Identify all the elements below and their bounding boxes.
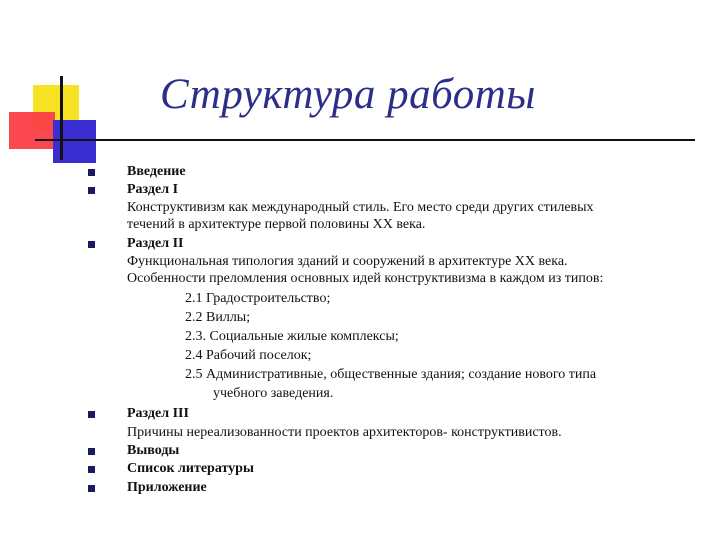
list-item-intro: Введение — [127, 164, 186, 179]
list-item-section-2: Раздел II — [127, 236, 184, 251]
list-item-section-3: Раздел III — [127, 406, 189, 421]
square-bullet-icon — [88, 169, 95, 176]
square-bullet-icon — [88, 466, 95, 473]
square-bullet-icon — [88, 411, 95, 418]
decor-horizontal-line — [35, 139, 695, 141]
section-2-subitem: 2.3. Социальные жилые комплексы; — [185, 329, 399, 344]
page-title: Структура работы — [160, 71, 536, 118]
section-2-text: Особенности преломления основных идей конструктивизма в каждом из типов: — [127, 271, 604, 286]
section-1-text: Конструктивизм как международный стиль. Его место среди других стилевых — [127, 200, 594, 215]
list-item-conclusions: Выводы — [127, 443, 180, 458]
section-2-subitem: 2.1 Градостроительство; — [185, 291, 331, 306]
section-2-subitem: 2.2 Виллы; — [185, 310, 251, 325]
square-bullet-icon — [88, 187, 95, 194]
section-2-subitem: 2.4 Рабочий поселок; — [185, 348, 312, 363]
decor-red-square — [9, 112, 55, 149]
list-item-section-1: Раздел I — [127, 182, 179, 197]
decor-vertical-line — [60, 76, 63, 160]
section-2-subitem: 2.5 Административные, общественные здания; создание нового типа — [185, 367, 597, 382]
square-bullet-icon — [88, 448, 95, 455]
list-item-appendix: Приложение — [127, 480, 207, 495]
list-item-bibliography: Список литературы — [127, 461, 254, 476]
square-bullet-icon — [88, 241, 95, 248]
square-bullet-icon — [88, 485, 95, 492]
section-2-subitem: учебного заведения. — [213, 386, 334, 401]
section-3-text: Причины нереализованности проектов архитекторов- конструктивистов. — [127, 425, 562, 440]
section-2-text: Функциональная типология зданий и сооружений в архитектуре XX века. — [127, 254, 568, 269]
section-1-text: течений в архитектуре первой половины XX века. — [127, 217, 426, 232]
